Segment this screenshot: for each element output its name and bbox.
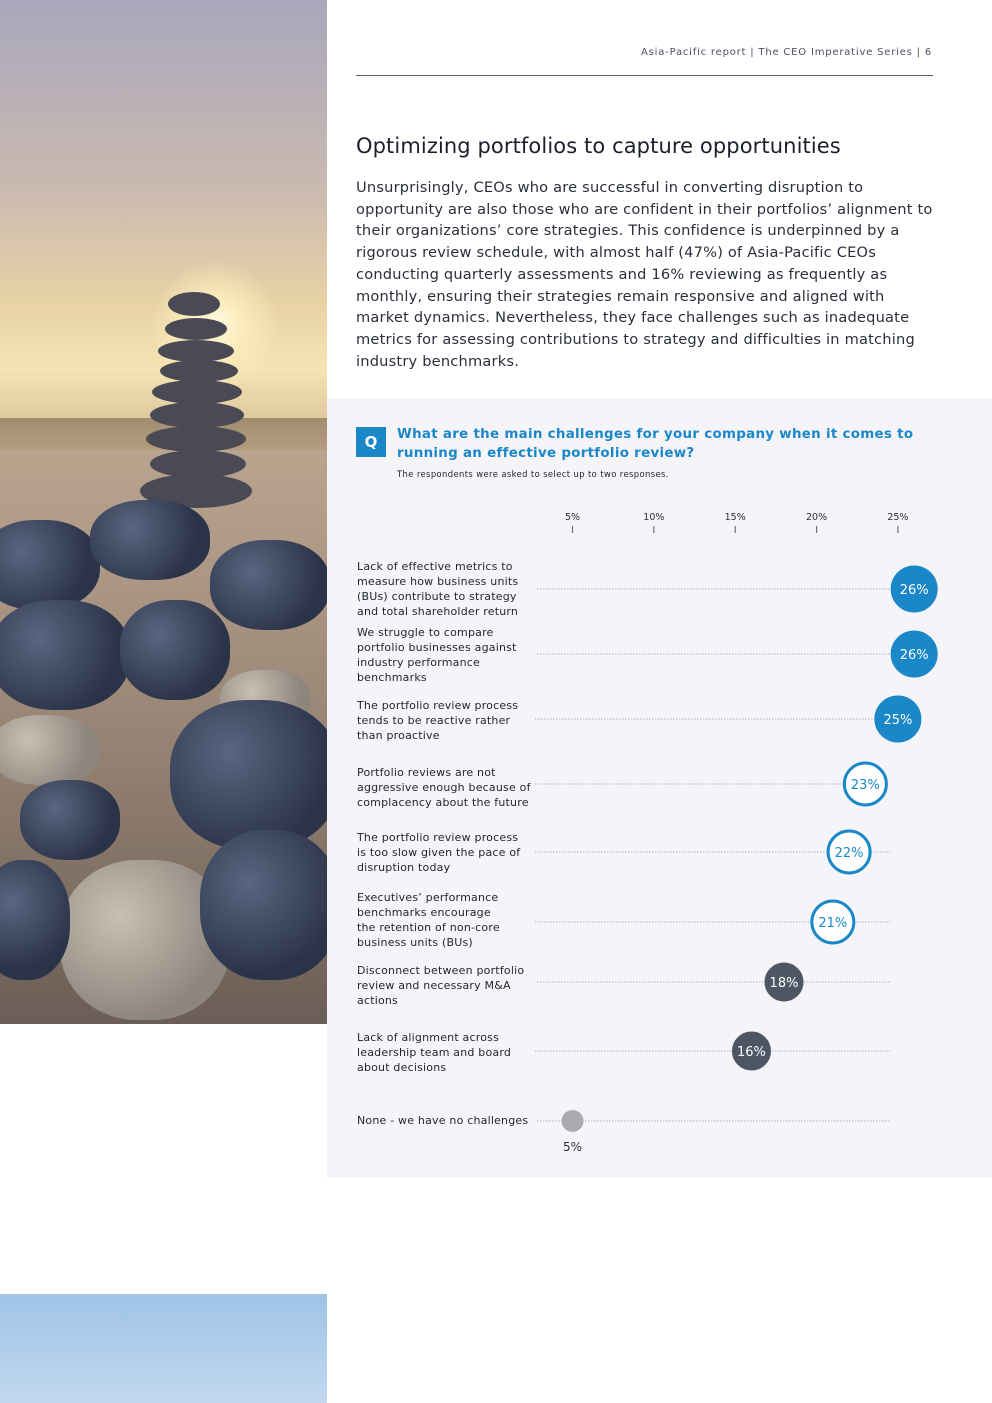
row-label: Lack of effective metrics to measure how business units (BUs) contribute to strategy and total shareholder return — [357, 560, 519, 618]
row-label: Disconnect between portfolio review and necessary M&A actions — [357, 964, 525, 1007]
row-label: None - we have no challenges — [357, 1114, 529, 1127]
row-label: We struggle to compare portfolio businesses against industry performance benchmarks — [357, 626, 517, 684]
axis-tick-label: 20% — [805, 512, 828, 523]
data-label: 18% — [769, 976, 799, 991]
series-name: The CEO Imperative Series — [758, 47, 913, 58]
data-label: 25% — [883, 713, 913, 728]
axis-tick-label: 5% — [564, 512, 581, 523]
data-label: 16% — [737, 1045, 766, 1060]
data-label: 5% — [562, 1140, 583, 1154]
data-label: 22% — [834, 846, 864, 861]
data-label: 26% — [899, 583, 929, 598]
axis-tick-label: 10% — [643, 512, 665, 523]
data-point — [562, 1110, 584, 1132]
question-text: What are the main challenges for your company when it comes to running an effective portfolio review? — [397, 427, 914, 461]
data-label: 26% — [899, 648, 929, 663]
row-label: Portfolio reviews are not aggressive enough because of complacency about the future — [357, 766, 531, 809]
row-label: The portfolio review process tends to be reactive rather than proactive — [357, 699, 519, 742]
row-label: Executives’ performance benchmarks encourage the retention of non-core business units (BUs) — [357, 891, 500, 949]
row-label: The portfolio review process is too slow given the pace of disruption today — [357, 831, 521, 874]
row-label: Lack of alignment across leadership team and board about decisions — [357, 1031, 512, 1074]
axis-tick-label: 25% — [887, 512, 909, 523]
page-number: 6 — [924, 47, 932, 58]
axis-tick-label: 15% — [724, 512, 746, 523]
section-title: Optimizing portfolios to capture opportunities — [356, 134, 841, 158]
running-header: Asia-Pacific report | The CEO Imperative Series | 6 — [641, 47, 932, 58]
section-body: Unsurprisingly, CEOs who are successful in converting disruption to opportunity are also those who are confident in their portfolios’ alignment to their organizations’ core strategies. This confidence is underpinned by a rigorous review schedule, with almost half (47%) of Asia-Pacific CEOs conducting quarterly assessments and 16% reviewing as frequently as monthly, ensuring their strategies remain responsive and aligned with market dynamics. Nevertheless, they face challenges such as inadequate metrics for assessing contributions to strategy and difficulties in matching industry benchmarks. — [356, 179, 933, 370]
data-label: 21% — [818, 916, 848, 931]
report-name: Asia-Pacific report — [641, 47, 747, 58]
question-badge: Q — [356, 427, 386, 457]
data-label: 23% — [850, 778, 880, 793]
question-note: The respondents were asked to select up to two responses. — [397, 469, 669, 479]
